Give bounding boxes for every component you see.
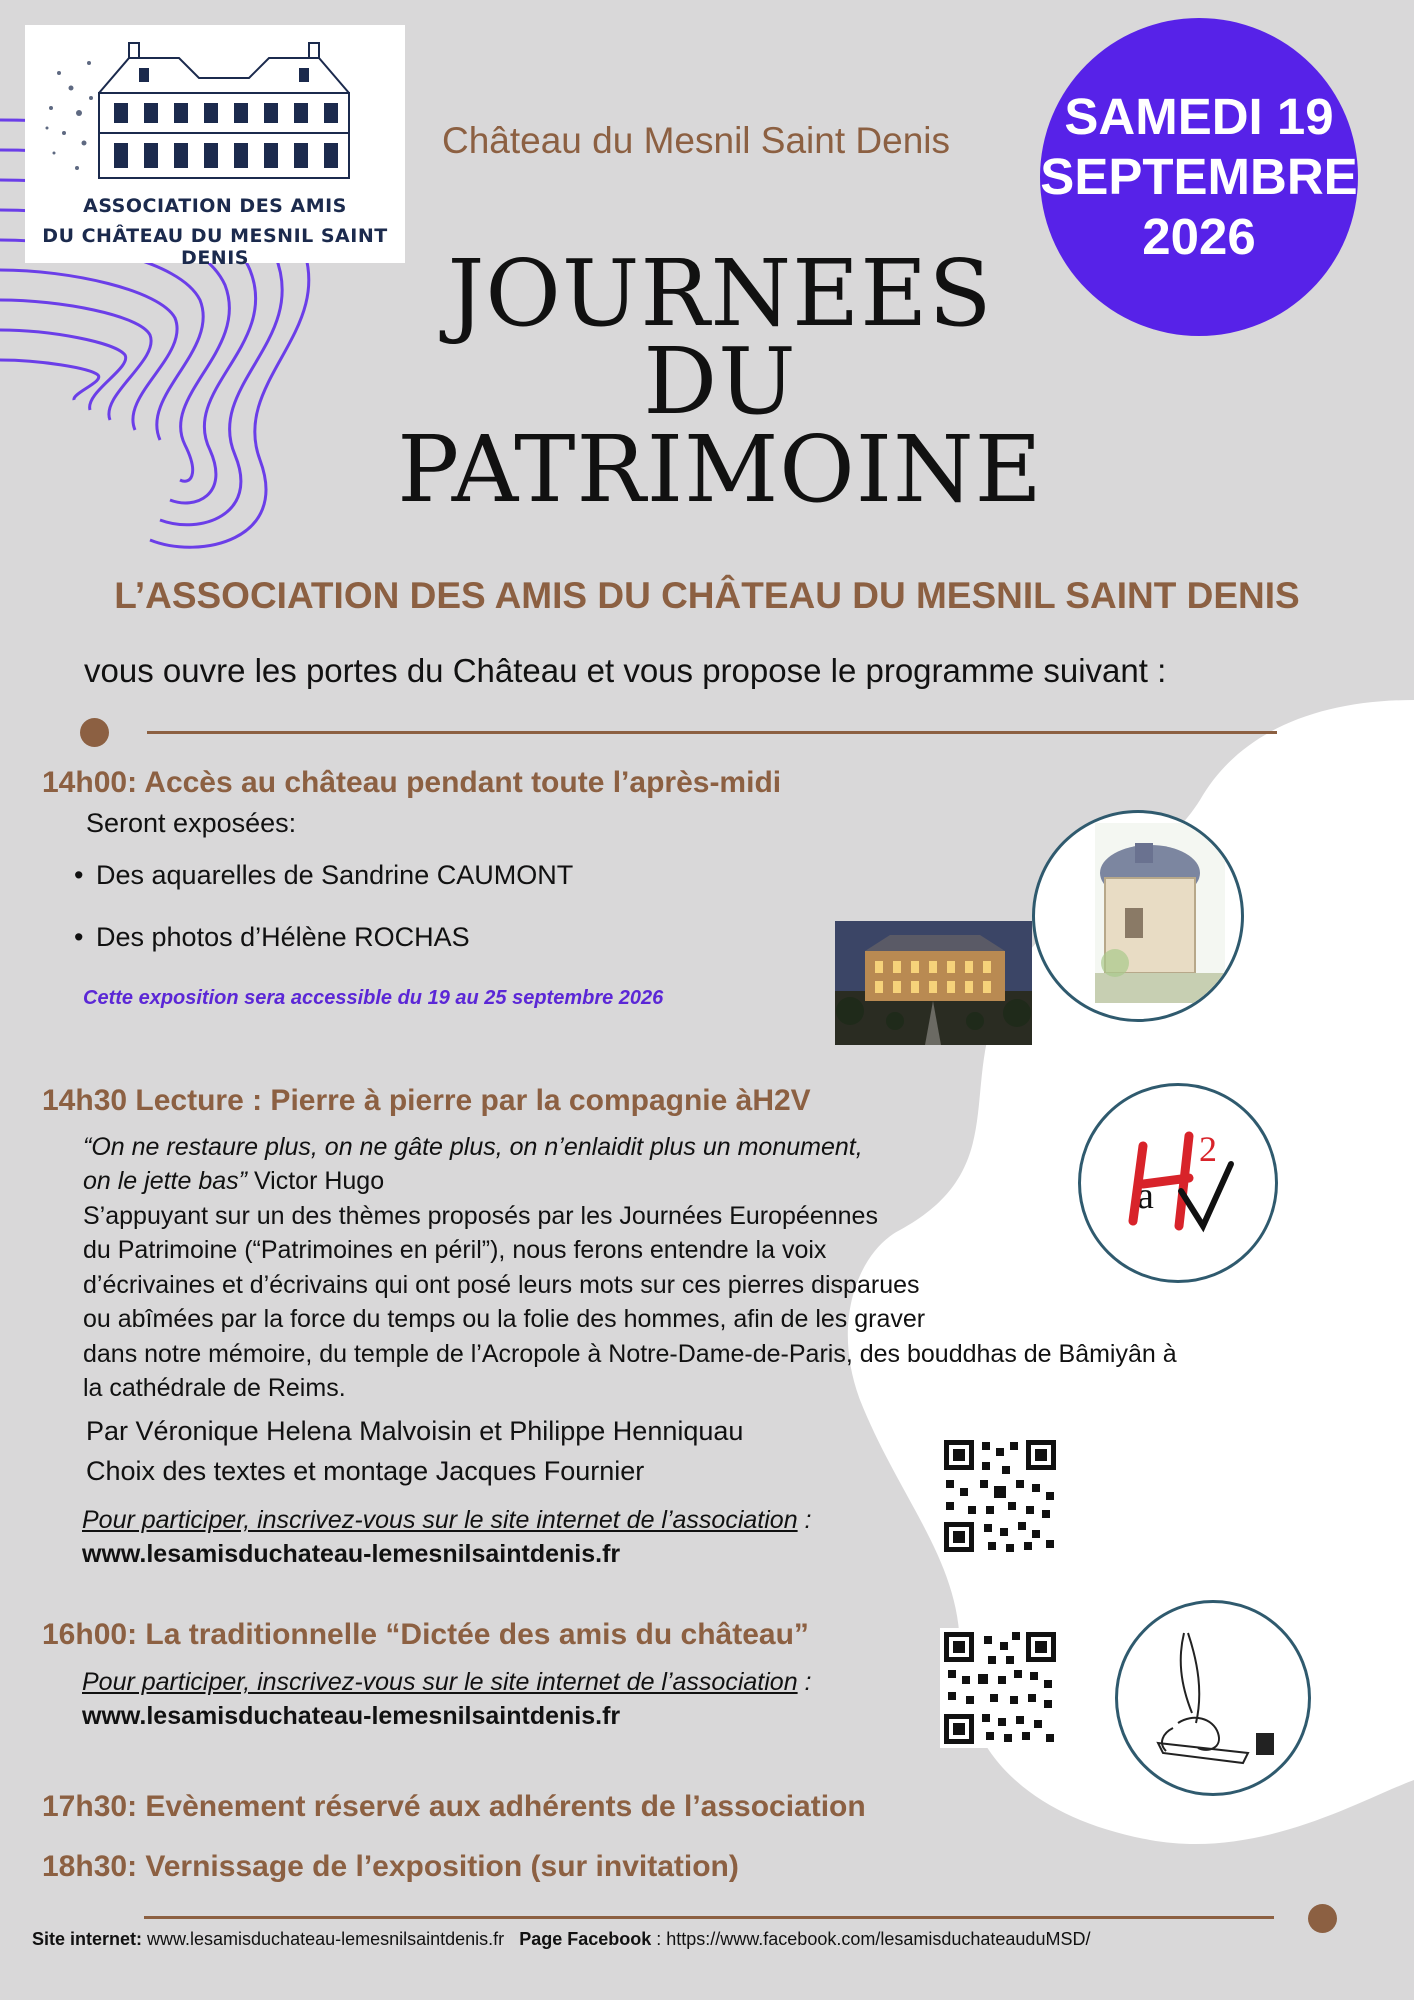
logo-line-2: DU CHÂTEAU DU MESNIL SAINT DENIS	[42, 225, 388, 269]
quill-drawing-frame	[1115, 1600, 1311, 1796]
event-1-bullet-1: • Des aquarelles de Sandrine CAUMONT	[96, 860, 573, 891]
event-3-register-colon: :	[797, 1668, 812, 1696]
event-1-bullet-2: • Des photos d’Hélène ROCHAS	[96, 922, 470, 953]
event-2-desc-4: ou abîmées par la force du temps ou la folie des hommes, afin de les graver	[83, 1305, 926, 1333]
footer-divider-dot	[1308, 1904, 1337, 1933]
association-logo	[25, 25, 405, 269]
event-3-title: 16h00: La traditionnelle “Dictée des amis du château”	[42, 1618, 809, 1651]
dovecote-watercolor-frame	[1032, 810, 1244, 1022]
title-line-2: DU	[643, 328, 797, 435]
date-line-2: SEPTEMBRE	[1040, 148, 1358, 205]
divider-dot	[80, 718, 109, 747]
page-title	[370, 240, 1070, 523]
event-1-lead: Seront exposées:	[86, 808, 297, 838]
chateau-night-photo	[835, 921, 1032, 1045]
footer-facebook-url[interactable]: : https://www.facebook.com/lesamisduchateauduMSD/	[651, 1929, 1091, 1949]
footer-site-url[interactable]: www.lesamisduchateau-lemesnilsaintdenis.fr	[142, 1929, 505, 1949]
event-2-register-link[interactable]: Pour participer, inscrivez-vous sur le site internet de l’association	[82, 1506, 798, 1534]
ah2v-logo-icon	[1081, 1086, 1275, 1280]
event-2-desc-6: la cathédrale de Reims.	[83, 1374, 346, 1402]
title-line-3: PATRIMOINE	[397, 416, 1043, 523]
footer-divider-line	[144, 1916, 1274, 1919]
event-5-title: 18h30: Vernissage de l’exposition (sur invitation)	[42, 1850, 739, 1883]
quill-hand-drawing-icon	[1118, 1603, 1308, 1793]
event-2-title: 14h30 Lecture : Pierre à pierre par la compagnie àH2V	[42, 1084, 811, 1117]
exposition-note: Cette exposition sera accessible du 19 au 25 septembre 2026	[83, 987, 664, 1009]
svg-text:à: à	[1137, 1175, 1154, 1217]
association-heading: L’ASSOCIATION DES AMIS DU CHÂTEAU DU MESNIL SAINT DENIS	[114, 575, 1300, 616]
event-2-desc-1: S’appuyant sur un des thèmes proposés par les Journées Européennes	[83, 1202, 878, 1230]
logo-line-1: ASSOCIATION DES AMIS	[83, 195, 347, 217]
quote-text: on le jette bas”	[83, 1167, 247, 1195]
event-3-register-link[interactable]: Pour participer, inscrivez-vous sur le site internet de l’association	[82, 1668, 798, 1696]
footer-facebook-label: Page Facebook	[519, 1929, 652, 1949]
event-3-register	[82, 1665, 812, 1700]
qr-code-2[interactable]	[940, 1628, 1060, 1748]
quote-author: Victor Hugo	[247, 1167, 385, 1195]
chateau-subtitle: Château du Mesnil Saint Denis	[442, 120, 951, 161]
chateau-night-photo-icon	[835, 921, 1032, 1045]
footer	[32, 1929, 1090, 1950]
event-3-url[interactable]: www.lesamisduchateau-lemesnilsaintdenis.fr	[82, 1702, 621, 1730]
date-line-1: SAMEDI 19	[1064, 88, 1334, 145]
event-2-desc-3: d’écrivaines et d’écrivains qui ont posé leurs mots sur ces pierres disparues	[83, 1271, 920, 1299]
svg-text:2: 2	[1199, 1129, 1217, 1169]
footer-site-label: Site internet:	[32, 1929, 143, 1949]
event-2-register-colon: :	[797, 1506, 812, 1534]
divider-line	[147, 731, 1277, 734]
date-badge	[1040, 18, 1358, 336]
event-2-url[interactable]: www.lesamisduchateau-lemesnilsaintdenis.fr	[82, 1540, 621, 1568]
title-line-1: JOURNEES	[447, 240, 993, 347]
ah2v-logo-frame	[1078, 1083, 1278, 1283]
event-2-quote-line-1: “On ne restaure plus, on ne gâte plus, on n’enlaidit plus un monument,	[83, 1133, 863, 1161]
event-1-title: 14h00: Accès au château pendant toute l’après-midi	[42, 766, 782, 799]
dovecote-watercolor-icon	[1035, 813, 1241, 1019]
date-line-3: 2026	[1142, 208, 1256, 265]
event-2-register	[82, 1503, 812, 1538]
event-2-credit-1: Par Véronique Helena Malvoisin et Philippe Henniquau	[86, 1416, 744, 1446]
event-2-quote-line-2	[83, 1164, 384, 1199]
intro-text: vous ouvre les portes du Château et vous propose le programme suivant :	[84, 652, 1167, 689]
event-2-desc-2: du Patrimoine (“Patrimoines en péril”), nous ferons entendre la voix	[83, 1236, 827, 1264]
qr-code-icon	[940, 1436, 1060, 1556]
event-4-title: 17h30: Evènement réservé aux adhérents de l’association	[42, 1790, 866, 1823]
event-2-desc-5: dans notre mémoire, du temple de l’Acropole à Notre-Dame-de-Paris, des bouddhas de Bâmiyân à	[83, 1340, 1177, 1368]
qr-code-1[interactable]	[940, 1436, 1060, 1556]
qr-code-icon	[940, 1628, 1060, 1748]
chateau-drawing-icon	[39, 33, 389, 185]
event-2-credit-2: Choix des textes et montage Jacques Fournier	[86, 1456, 645, 1486]
